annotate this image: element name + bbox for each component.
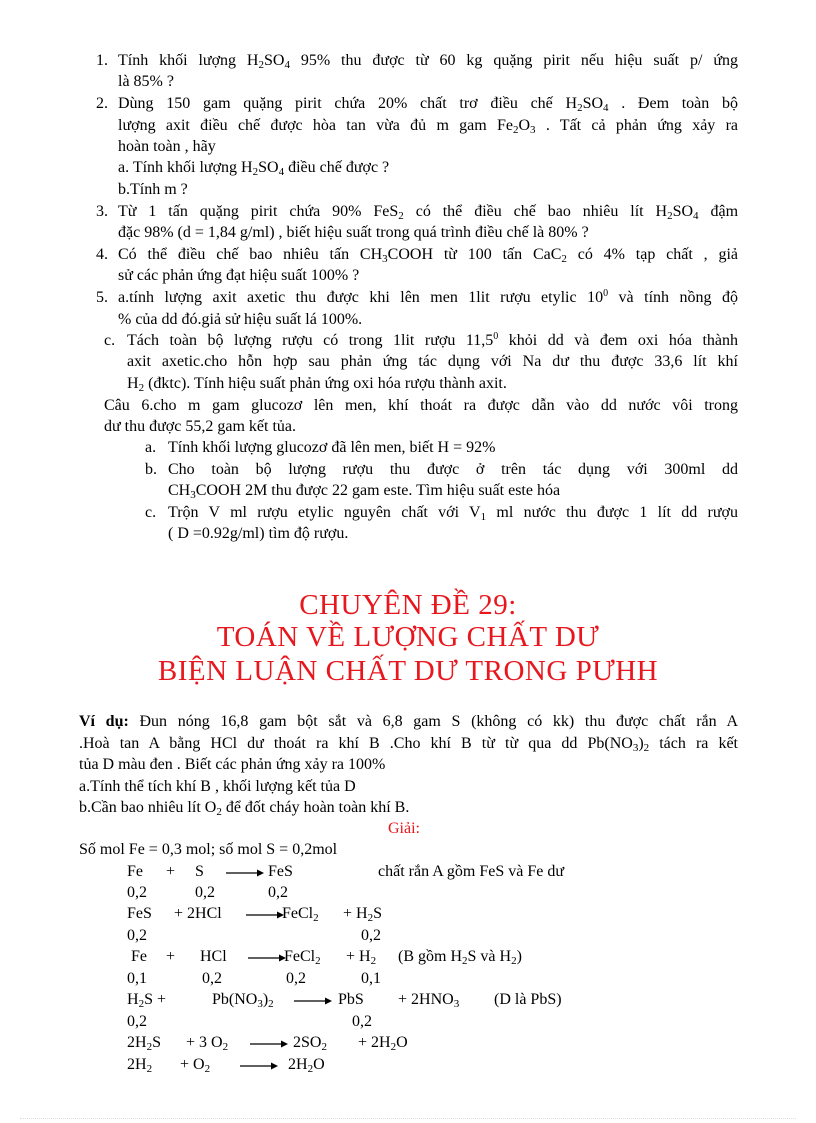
exercise-2-part-a	[118, 158, 389, 178]
text-run: O	[518, 117, 531, 134]
reaction-3-mol: 0,1	[361, 970, 381, 987]
text-run: + H	[343, 905, 368, 922]
plus-sign: +	[166, 863, 176, 880]
item-number: 2.	[96, 95, 108, 112]
reaction-3-mol: 0,2	[202, 970, 222, 987]
text-run: Có thể điều chế bao nhiêu tấn CH	[118, 246, 383, 263]
text-run: S +	[144, 991, 166, 1008]
text-run: COOH 2M thu được 22 gam este. Tìm hiệu suất este hóa	[195, 482, 561, 499]
subscript: 2	[321, 1041, 327, 1053]
chapter-subtitle: BIỆN LUẬN CHẤT DƯ TRONG PƯHH	[157, 655, 659, 687]
subscript: 3	[257, 998, 263, 1010]
right-arrow-icon	[240, 1059, 278, 1071]
text-run: Trộn V ml rượu etylic nguyên chất với V	[168, 504, 481, 521]
reaction-4-reactant	[212, 990, 274, 1010]
exercise-5c-line-1	[127, 331, 738, 351]
subscript: 2	[307, 1063, 314, 1075]
reaction-arrow	[246, 1033, 292, 1053]
example-text: Đun nóng 16,8 gam bột sắt và 6,8 gam S (không có kk) thu được chất rắn A	[128, 713, 739, 730]
reaction-1-mol: 0,2	[268, 884, 288, 901]
subscript: 3	[382, 253, 388, 265]
reaction-3-note	[398, 947, 522, 967]
subscript: 3	[530, 124, 536, 136]
text-run: + H	[346, 948, 371, 965]
reaction-2-product	[282, 904, 319, 924]
reaction-3-reactant: HCl	[200, 948, 227, 965]
right-arrow-icon	[294, 994, 332, 1006]
text-run: có thể điều chế bao nhiêu lít H	[403, 203, 668, 220]
item-number: 1.	[96, 52, 108, 69]
reaction-3-reactant: Fe	[131, 948, 147, 965]
subscript: 2	[138, 382, 145, 394]
reaction-3-product	[284, 947, 321, 967]
subscript: 2	[398, 210, 404, 222]
subscript: 2	[561, 253, 567, 265]
exercise-6-part-b-line-2	[168, 481, 560, 501]
example-question-b	[79, 798, 409, 818]
text-run: O	[396, 1034, 408, 1051]
exercise-2-line-1	[118, 94, 738, 114]
exercise-6-part-c-line-1	[168, 503, 738, 523]
subscript: 3	[632, 742, 639, 754]
text-run: SO	[258, 159, 279, 176]
example-line-1	[79, 712, 738, 732]
page-bottom-border	[20, 1118, 796, 1119]
exercise-1-line-1	[118, 51, 738, 71]
reaction-2-mol: 0,2	[361, 927, 381, 944]
text-run: + 2HNO	[398, 991, 454, 1008]
reaction-5-reactant	[186, 1033, 228, 1053]
reaction-arrow	[222, 862, 268, 882]
reaction-1-mol: 0,2	[195, 884, 215, 901]
reaction-2-product	[343, 904, 382, 924]
reaction-3-product	[346, 947, 376, 967]
text-run: 2SO	[293, 1034, 322, 1051]
subscript: 2	[216, 806, 222, 818]
item-number: 3.	[96, 203, 108, 220]
subscript: 4	[693, 210, 699, 222]
chapter-title: TOÁN VỀ LƯỢNG CHẤT DƯ	[216, 621, 600, 653]
reaction-4-product	[398, 990, 459, 1010]
reaction-5-product	[358, 1033, 408, 1053]
subscript: 2	[268, 998, 274, 1010]
example-label: Ví dụ:	[79, 713, 129, 730]
reaction-1-reactant: S	[195, 863, 204, 880]
reaction-arrow	[290, 990, 336, 1010]
subscript: 2	[222, 1041, 229, 1053]
text-run: + 3 O	[186, 1034, 223, 1051]
text-run: S	[152, 1034, 161, 1051]
text-run: 2H	[127, 1034, 147, 1051]
reaction-1-mol: 0,2	[127, 884, 147, 901]
text-run: SO	[672, 203, 694, 220]
reaction-6-reactant	[127, 1055, 152, 1075]
reaction-4-product: PbS	[338, 991, 364, 1008]
text-run: Tách toàn bộ lượng rượu có trong 1lit rượu 11,5	[127, 332, 494, 349]
subscript: 2	[367, 912, 374, 924]
reaction-2-mol: 0,2	[127, 927, 147, 944]
text-run: đậm	[698, 203, 739, 220]
subscript: 2	[204, 1063, 211, 1075]
plus-sign: +	[166, 948, 176, 965]
text-run: 95% thu được từ 60 kg quặng pirit nếu hiệu suất p/ ứng	[289, 52, 738, 69]
text-run: lượng axit điều chế được hòa tan vừa đủ m gam Fe	[118, 117, 513, 134]
text-run: khỏi dd và đem oxi hóa thành	[498, 332, 739, 349]
text-run: điều chế được ?	[284, 159, 390, 176]
text-run: tách ra kết	[649, 735, 739, 752]
reaction-arrow	[236, 1055, 282, 1075]
subscript: 4	[284, 59, 290, 71]
exercise-2-line-2	[118, 116, 738, 136]
reaction-2-reactant: FeS	[127, 905, 152, 922]
right-arrow-icon	[226, 866, 264, 878]
subscript: 2	[462, 955, 468, 967]
exercise-5c-line-2: axit axetic.cho hỗn hợp sau phản ứng tác dụng với Na dư thu được 33,6 lít khí	[127, 353, 738, 370]
solution-label: Giải:	[388, 820, 420, 837]
superscript: 0	[493, 331, 499, 342]
subscript: 2	[146, 1063, 153, 1075]
example-line-2	[79, 734, 738, 754]
text-run: (B gồm H	[398, 948, 462, 965]
item-number: 4.	[96, 246, 108, 263]
exercise-5-line-1	[118, 288, 738, 308]
subscript: 2	[577, 102, 583, 114]
mole-calculation: Số mol Fe = 0,3 mol; số mol S = 0,2mol	[79, 841, 338, 858]
reaction-1-product: FeS	[268, 863, 293, 880]
subscript: 2	[315, 955, 321, 967]
text-run: O	[313, 1056, 325, 1073]
example-question-a: a.Tính thể tích khí B , khối lượng kết tủa D	[79, 778, 356, 795]
reaction-1-note: chất rắn A gồm FeS và Fe dư	[378, 863, 564, 880]
text-run: CH	[168, 482, 191, 499]
chapter-number: CHUYÊN ĐỀ 29:	[299, 589, 517, 621]
reaction-4-reactant	[127, 990, 166, 1010]
exercise-2-part-b: b.Tính m ?	[118, 181, 188, 198]
text-run: 2H	[288, 1056, 308, 1073]
text-run: Dùng 150 gam quặng pirit chứa 20% chất trơ điều chế H	[118, 95, 578, 112]
superscript: 0	[603, 288, 609, 299]
item-number: 5.	[96, 289, 108, 306]
subscript: 2	[138, 998, 145, 1010]
exercise-6-part-b-line-1: Cho toàn bộ lượng rượu thu được ở trên tác dụng với 300ml dd	[168, 461, 738, 478]
text-run: + O	[180, 1056, 205, 1073]
text-run: (đktc). Tính hiệu suất phản ứng oxi hóa rượu thành axit.	[144, 375, 507, 392]
text-run: . Đem toàn bộ	[608, 95, 738, 112]
text-run: SO	[263, 52, 285, 69]
exercise-2-line-3: hoàn toàn , hãy	[118, 138, 216, 155]
text-run: S	[373, 905, 382, 922]
text-run: .Hoà tan A bằng HCl dư thoát ra khí B .Cho khí B từ từ qua dd Pb(NO	[79, 735, 633, 752]
text-run: )	[516, 948, 522, 965]
exercise-5-line-2: % của dd đó.giả sử hiệu suất lá 100%.	[118, 311, 363, 328]
text-run: ml nước thu được 1 lít dd rượu	[486, 504, 738, 521]
exercise-4-line-1	[118, 245, 738, 265]
text-run: a. Tính khối lượng H	[118, 159, 253, 176]
exercise-5c-line-3	[127, 374, 507, 394]
subscript: 2	[390, 1041, 397, 1053]
item-letter: b.	[145, 461, 157, 478]
text-run: FeCl	[282, 905, 314, 922]
text-run: . Tất cả phản ứng xảy ra	[535, 117, 738, 134]
reaction-4-note: (D là PbS)	[494, 991, 562, 1008]
exercise-6-line-1: Câu 6.cho m gam glucozơ lên men, khí thoát ra được dẫn vào dd nước vôi trong	[104, 397, 738, 414]
text-run: 2H	[127, 1056, 147, 1073]
subscript: 2	[313, 912, 319, 924]
text-run: )	[262, 991, 269, 1008]
example-line-3: tủa D màu đen . Biết các phản ứng xảy ra 100%	[79, 756, 386, 773]
text-run: a.tính lượng axit axetic thu được khi lên men 1lit rượu etylic 10	[118, 289, 604, 306]
text-run: + 2H	[358, 1034, 391, 1051]
subscript: 4	[603, 102, 609, 114]
text-run: và tính nồng độ	[608, 289, 738, 306]
reaction-1-reactant: Fe	[127, 863, 143, 880]
subscript: 3	[190, 489, 196, 501]
item-letter: a.	[145, 439, 157, 456]
reaction-4-mol: 0,2	[127, 1013, 147, 1030]
subscript: 2	[258, 59, 264, 71]
subscript: 2	[512, 124, 519, 136]
reaction-2-reactant: + 2HCl	[174, 905, 222, 922]
reaction-6-product	[288, 1055, 325, 1075]
text-run: Pb(NO	[212, 991, 258, 1008]
text-run: có 4% tạp chất , giả	[566, 246, 739, 263]
text-run: Từ 1 tấn quặng pirit chứa 90% FeS	[118, 203, 399, 220]
text-run: SO	[582, 95, 604, 112]
text-run: H	[127, 991, 139, 1008]
subscript: 3	[453, 998, 460, 1010]
text-run: để đốt cháy hoàn toàn khí B.	[221, 799, 410, 816]
exercise-6-line-2: dư thu được 55,2 gam kết tủa.	[104, 418, 296, 435]
reaction-4-mol: 0,2	[352, 1013, 372, 1030]
text-run: Tính khối lượng H	[118, 52, 259, 69]
item-letter: c.	[145, 504, 157, 521]
exercise-1-line-2: là 85% ?	[118, 73, 174, 90]
text-run: FeCl	[284, 948, 316, 965]
subscript: 2	[667, 210, 673, 222]
text-run: H	[127, 375, 139, 392]
subscript: 2	[146, 1041, 153, 1053]
exercise-6-part-a: Tính khối lượng glucozơ đã lên men, biết H = 92%	[168, 439, 496, 456]
exercise-6-part-c-line-2: ( D =0.92g/ml) tìm độ rượu.	[168, 525, 349, 542]
exercise-4-line-2: sử các phản ứng đạt hiệu suất 100% ?	[118, 267, 360, 284]
item-letter: c.	[104, 332, 116, 349]
text-run: S và H	[467, 948, 512, 965]
text-run: )	[638, 735, 644, 752]
right-arrow-icon	[248, 951, 286, 963]
subscript: 4	[278, 166, 285, 178]
reaction-3-mol: 0,1	[127, 970, 147, 987]
subscript: 1	[480, 511, 487, 523]
subscript: 2	[370, 955, 377, 967]
text-run: b.Cần bao nhiêu lít O	[79, 799, 217, 816]
exercise-3-line-1	[118, 202, 738, 222]
text-run: COOH từ 100 tấn CaC	[387, 246, 562, 263]
subscript: 2	[252, 166, 259, 178]
subscript: 2	[643, 742, 650, 754]
exercise-3-line-2: đặc 98% (d = 1,84 g/ml) , biết hiệu suất trong quá trình điều chế là 80% ?	[118, 224, 589, 241]
reaction-3-mol: 0,2	[286, 970, 306, 987]
right-arrow-icon	[246, 908, 284, 920]
right-arrow-icon	[250, 1037, 288, 1049]
subscript: 2	[511, 955, 517, 967]
reaction-5-product	[293, 1033, 327, 1053]
reaction-5-reactant	[127, 1033, 161, 1053]
reaction-6-reactant	[180, 1055, 210, 1075]
